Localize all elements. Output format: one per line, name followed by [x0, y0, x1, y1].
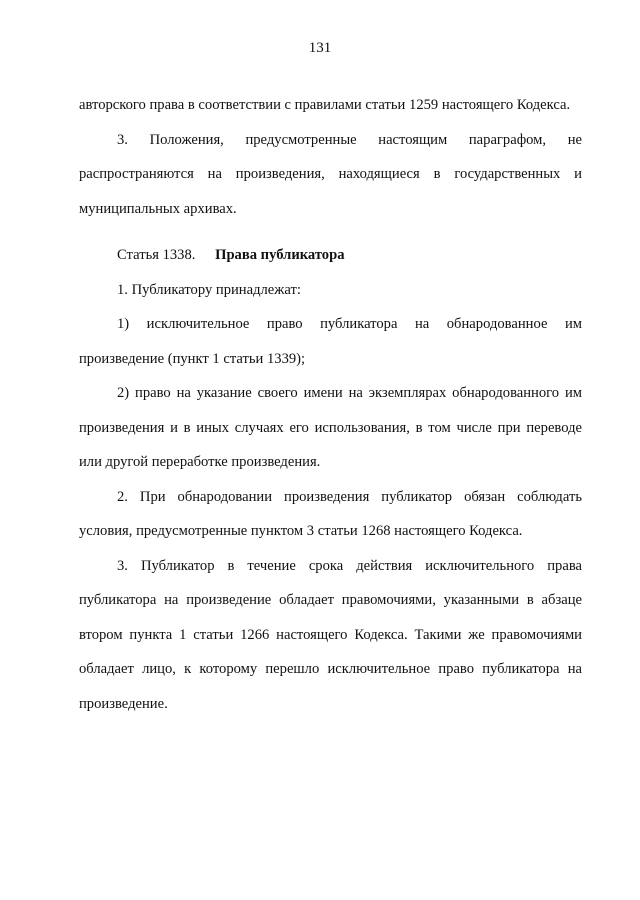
article-number: Статья 1338.	[117, 247, 196, 263]
paragraph-item-3: 3. Положения, предусмотренные настоящим параграфом, не распространяются на произведения, находящиеся в государственных и муниципальных архивах.	[79, 131, 582, 217]
article-title: Права публикатора	[215, 247, 345, 263]
article-heading	[79, 238, 582, 273]
article-subitem-1: 1) исключительное право публикатора на обнародованное им произведение (пункт 1 статьи 1339);	[79, 316, 582, 367]
article-paragraph-2: 2. При обнародовании произведения публикатор обязан соблюдать условия, предусмотренные пунктом 3 статьи 1268 настоящего Кодекса.	[79, 488, 582, 539]
article-paragraph-3: 3. Публикатор в течение срока действия исключительного права публикатора на произведение обладает правомочиями, указанными в абзаце втором пункта 1 статьи 1266 настоящего Кодекса. Такими же правомочиями обладает лицо, к которому перешло исключительное право публикатора на произведение.	[79, 557, 582, 712]
document-body	[79, 88, 582, 721]
page-number: 131	[308, 40, 332, 56]
article-subitem-2: 2) право на указание своего имени на экземплярах обнародованного им произведения и в иных случаях его использования, в том числе при переводе или другой переработке произведения.	[79, 385, 582, 470]
paragraph-continuation: авторского права в соответствии с правилами статьи 1259 настоящего Кодекса.	[79, 97, 571, 113]
article-paragraph-1: 1. Публикатору принадлежат:	[117, 281, 301, 298]
